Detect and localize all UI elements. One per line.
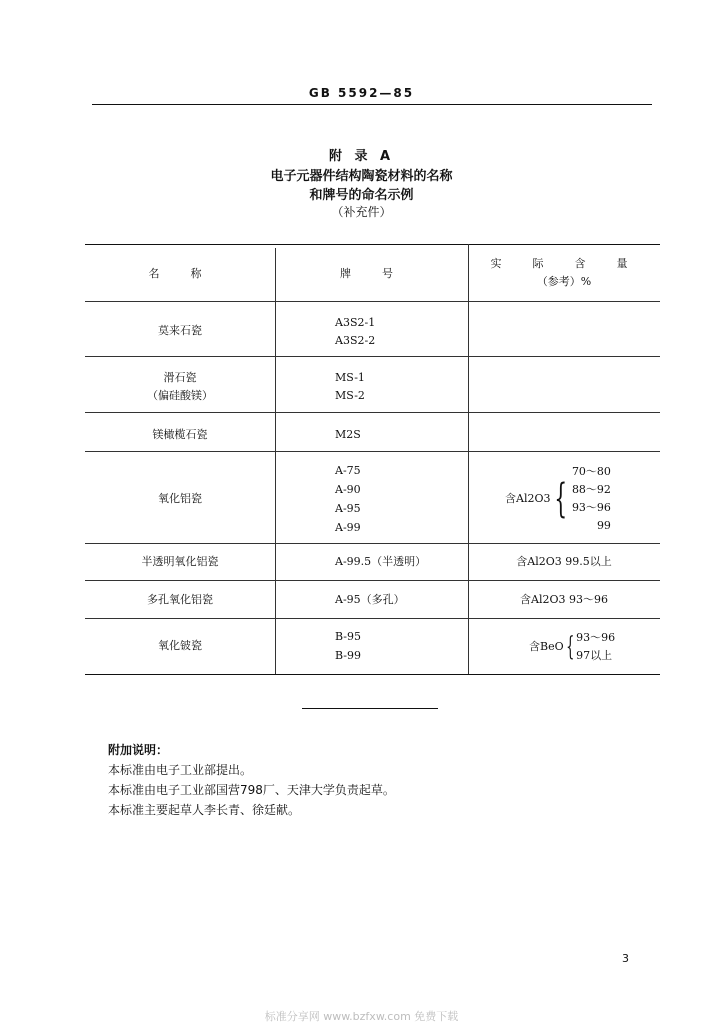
row-rule (85, 543, 660, 544)
appendix-label: 附 录 A (328, 149, 395, 164)
row-rule (85, 356, 660, 357)
table-top-rule (85, 244, 660, 245)
row-name: 镁橄榄石瓷 (152, 428, 208, 441)
row-grade: A-75 (335, 464, 361, 477)
page-number: 3 (622, 952, 629, 965)
row-rule (85, 451, 660, 452)
row-grade: A3S2-2 (335, 334, 376, 347)
row-content: 含Al2O3 93～96 (520, 593, 608, 606)
note-line: 本标准由电子工业部提出。 (108, 763, 253, 777)
row-grade: A-95（多孔） (335, 593, 405, 606)
alumina-content (505, 459, 611, 539)
content-value: 93～96 (576, 631, 616, 644)
naming-table (85, 244, 660, 676)
content-value: 88～92 (571, 483, 611, 496)
row-grade: A3S2-1 (335, 316, 376, 329)
header-rule (92, 104, 652, 105)
row-grade: A-95 (335, 502, 361, 515)
content-value: 97以上 (576, 649, 613, 662)
content-value: 93～96 (571, 501, 611, 514)
separator-rule (302, 708, 438, 709)
row-name: 滑石瓷 (163, 371, 197, 384)
column-divider (275, 248, 276, 675)
header-content-unit: （参考）% (536, 275, 592, 288)
header-name: 名 称 (148, 267, 212, 280)
row-grade: A-99 (335, 521, 361, 534)
row-grade: B-95 (335, 630, 362, 643)
row-grade: MS-2 (335, 389, 365, 402)
row-grade: A-99.5（半透明） (335, 555, 427, 568)
appendix-title-line1: 电子元器件结构陶瓷材料的名称 (270, 169, 453, 184)
appendix-title-line2: 和牌号的命名示例 (309, 188, 414, 203)
row-rule (85, 301, 660, 302)
standard-code: GB 5592—85 (308, 86, 415, 100)
row-name: 半透明氧化铝瓷 (141, 555, 219, 568)
beryllia-content (529, 627, 615, 667)
row-grade: M2S (335, 428, 361, 441)
content-prefix: 含Al2O3 (505, 492, 551, 505)
content-prefix: 含BeO (529, 640, 564, 653)
row-name: 氧化铝瓷 (158, 492, 202, 505)
notes-heading: 附加说明： (108, 743, 169, 757)
header-content: 实 际 含 量 (490, 257, 638, 270)
row-name: 氧化铍瓷 (158, 639, 202, 652)
header-grade: 牌 号 (340, 267, 403, 280)
brace-icon: { (565, 632, 575, 662)
row-rule (85, 580, 660, 581)
row-name: 多孔氧化铝瓷 (147, 593, 213, 606)
row-rule (85, 618, 660, 619)
row-grade: A-90 (335, 483, 361, 496)
column-divider (468, 244, 469, 675)
table-bottom-rule (85, 674, 660, 675)
row-name-sub: （偏硅酸镁） (147, 389, 213, 402)
row-grade: B-99 (335, 649, 362, 662)
row-content: 含Al2O3 99.5以上 (516, 555, 612, 568)
row-rule (85, 412, 660, 413)
note-line: 本标准主要起草人李长青、徐廷献。 (108, 803, 301, 817)
content-value: 70～80 (571, 465, 611, 478)
content-value: 99 (596, 519, 611, 532)
brace-icon: { (554, 476, 568, 522)
row-grade: MS-1 (335, 371, 365, 384)
row-name: 莫来石瓷 (158, 324, 202, 337)
appendix-note: （补充件） (331, 205, 392, 219)
note-line: 本标准由电子工业部国营798厂、天津大学负责起草。 (108, 783, 395, 797)
watermark: 标准分享网 www.bzfxw.com 免费下载 (264, 1010, 459, 1023)
